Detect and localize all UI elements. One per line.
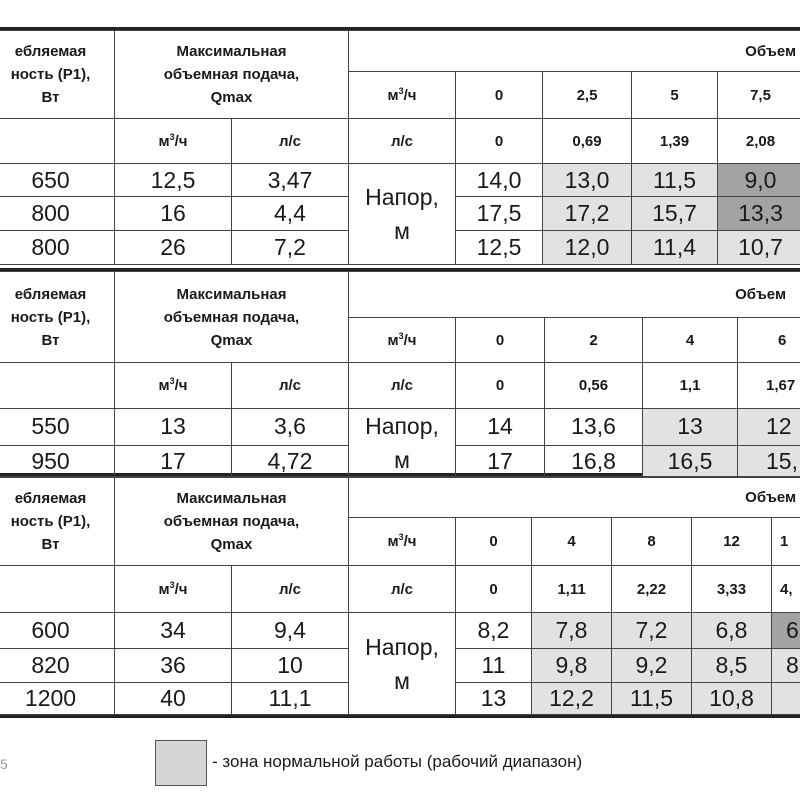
power-cell: 800	[0, 231, 115, 265]
flow-ls-cell: 0,56	[545, 363, 643, 409]
flow-ls-cell: 1,11	[532, 566, 612, 613]
legend-text: - зона нормальной работы (рабочий диапазон)	[212, 752, 583, 771]
flow-m3-cell: 0	[456, 518, 532, 566]
power-cell: 1200	[0, 683, 115, 715]
flow-ls-cell: 0	[456, 566, 532, 613]
head-cell-working-zone: 13	[643, 409, 738, 446]
qmax-ls-cell: 4,4	[232, 197, 349, 231]
qmax-unit-m3: $м^3/ч$	[115, 566, 232, 613]
head-cell-working-zone: 11,5	[612, 683, 692, 715]
flow-unit-ls: л/с	[349, 566, 456, 613]
head-cell-working-zone: 6,8	[692, 613, 772, 649]
head-cell: 13,6	[545, 409, 643, 446]
qmax-ls-cell: 10	[232, 649, 349, 683]
head-cell-working-zone: 9,2	[612, 649, 692, 683]
qmax-ls-cell: 7,2	[232, 231, 349, 265]
head-cell-working-zone	[772, 683, 800, 715]
flow-m3-cell: 8	[612, 518, 692, 566]
qmax-m3-cell: 17	[115, 445, 232, 477]
qmax-header: Максимальная объемная подача, Qmax	[115, 272, 349, 363]
qmax-unit-m3: $м^3/ч$	[115, 363, 232, 409]
power-cell: 650	[0, 164, 115, 197]
head-cell-shaded: 9,0	[718, 164, 800, 197]
corner-mark: 5	[0, 756, 8, 772]
flow-ls-cell: 0	[456, 119, 543, 164]
flow-ls-cell: 4,	[772, 566, 800, 613]
flow-ls-cell: 0	[456, 363, 545, 409]
head-cell-working-zone: 12,0	[543, 231, 632, 265]
flow-m3-cell: 12	[692, 518, 772, 566]
flow-header: Объем	[349, 272, 800, 318]
head-cell-working-zone: 17,2	[543, 197, 632, 231]
pump-table-1	[0, 30, 800, 265]
qmax-unit-ls: л/с	[232, 566, 349, 613]
flow-header: Объем	[349, 477, 800, 518]
head-cell: 12,5	[456, 231, 543, 265]
qmax-m3-cell: 36	[115, 649, 232, 683]
power-cell: 950	[0, 445, 115, 477]
flow-unit-m3: $м^3/ч$	[349, 72, 456, 119]
power-cell: 800	[0, 197, 115, 231]
head-cell: 11	[456, 649, 532, 683]
qmax-m3-cell: 34	[115, 613, 232, 649]
head-label: Напор, м	[349, 613, 456, 715]
power-unit-blank	[0, 119, 115, 164]
head-cell-working-zone: 15,7	[632, 197, 718, 231]
head-cell: 13	[456, 683, 532, 715]
power-unit-blank	[0, 566, 115, 613]
qmax-m3-cell: 26	[115, 231, 232, 265]
head-cell-shaded: 13,3	[718, 197, 800, 231]
qmax-header: Максимальная объемная подача, Qmax	[115, 477, 349, 566]
flow-ls-cell: 1,39	[632, 119, 718, 164]
flow-ls-cell: 1,1	[643, 363, 738, 409]
head-cell-shaded: 6	[772, 613, 800, 649]
flow-m3-cell: 0	[456, 318, 545, 363]
flow-ls-cell: 3,33	[692, 566, 772, 613]
qmax-ls-cell: 3,47	[232, 164, 349, 197]
flow-unit-m3: $м^3/ч$	[349, 518, 456, 566]
qmax-ls-cell: 11,1	[232, 683, 349, 715]
flow-m3-cell: 0	[456, 72, 543, 119]
flow-ls-cell: 2,08	[718, 119, 800, 164]
pump-table-2	[0, 271, 800, 478]
head-label: Напор, м	[349, 409, 456, 478]
qmax-m3-cell: 16	[115, 197, 232, 231]
head-cell-working-zone: 12	[738, 409, 800, 446]
head-cell-working-zone: 9,8	[532, 649, 612, 683]
flow-m3-cell: 1	[772, 518, 800, 566]
power-unit-blank	[0, 363, 115, 409]
qmax-m3-cell: 40	[115, 683, 232, 715]
flow-unit-m3: $м^3/ч$	[349, 318, 456, 363]
flow-unit-ls: л/с	[349, 119, 456, 164]
power-cell: 820	[0, 649, 115, 683]
flow-m3-cell: 5	[632, 72, 718, 119]
flow-m3-cell: 7,5	[718, 72, 800, 119]
power-cell: 550	[0, 409, 115, 446]
qmax-m3-cell: 12,5	[115, 164, 232, 197]
head-cell-working-zone: 12,2	[532, 683, 612, 715]
qmax-ls-cell: 3,6	[232, 409, 349, 446]
flow-ls-cell: 2,22	[612, 566, 692, 613]
flow-header: Объем	[349, 31, 800, 72]
pump-table-3	[0, 476, 800, 715]
flow-m3-cell: 4	[643, 318, 738, 363]
head-cell-working-zone: 10,7	[718, 231, 800, 265]
power-header: ебляемая ность (P1), Вт	[0, 272, 115, 363]
head-cell-working-zone: 8	[772, 649, 800, 683]
flow-m3-cell: 4	[532, 518, 612, 566]
bottom-rule	[0, 715, 800, 718]
qmax-header: Максимальная объемная подача, Qmax	[115, 31, 349, 119]
flow-unit-ls: л/с	[349, 363, 456, 409]
flow-m3-cell: 6	[738, 318, 800, 363]
head-cell-working-zone: 13,0	[543, 164, 632, 197]
head-label: Напор, м	[349, 164, 456, 265]
head-cell: 17	[456, 445, 545, 477]
power-header: ебляемая ность (P1), Вт	[0, 477, 115, 566]
flow-m3-cell: 2,5	[543, 72, 632, 119]
head-cell-working-zone: 16,5	[643, 445, 738, 477]
qmax-unit-ls: л/с	[232, 363, 349, 409]
flow-ls-cell: 0,69	[543, 119, 632, 164]
head-cell-working-zone: 7,8	[532, 613, 612, 649]
qmax-ls-cell: 4,72	[232, 445, 349, 477]
flow-m3-cell: 2	[545, 318, 643, 363]
head-cell: 8,2	[456, 613, 532, 649]
head-cell: 17,5	[456, 197, 543, 231]
qmax-unit-ls: л/с	[232, 119, 349, 164]
head-cell: 14	[456, 409, 545, 446]
power-cell: 600	[0, 613, 115, 649]
qmax-m3-cell: 13	[115, 409, 232, 446]
head-cell-working-zone: 11,4	[632, 231, 718, 265]
qmax-ls-cell: 9,4	[232, 613, 349, 649]
head-cell-working-zone: 7,2	[612, 613, 692, 649]
head-cell-working-zone: 11,5	[632, 164, 718, 197]
head-cell-working-zone: 8,5	[692, 649, 772, 683]
head-cell: 14,0	[456, 164, 543, 197]
flow-ls-cell: 1,67	[738, 363, 800, 409]
legend-swatch	[155, 740, 207, 786]
head-cell-working-zone: 10,8	[692, 683, 772, 715]
head-cell-working-zone: 15,	[738, 445, 800, 477]
head-cell: 16,8	[545, 445, 643, 477]
qmax-unit-m3: $м^3/ч$	[115, 119, 232, 164]
power-header: ебляемая ность (P1), Вт	[0, 31, 115, 119]
